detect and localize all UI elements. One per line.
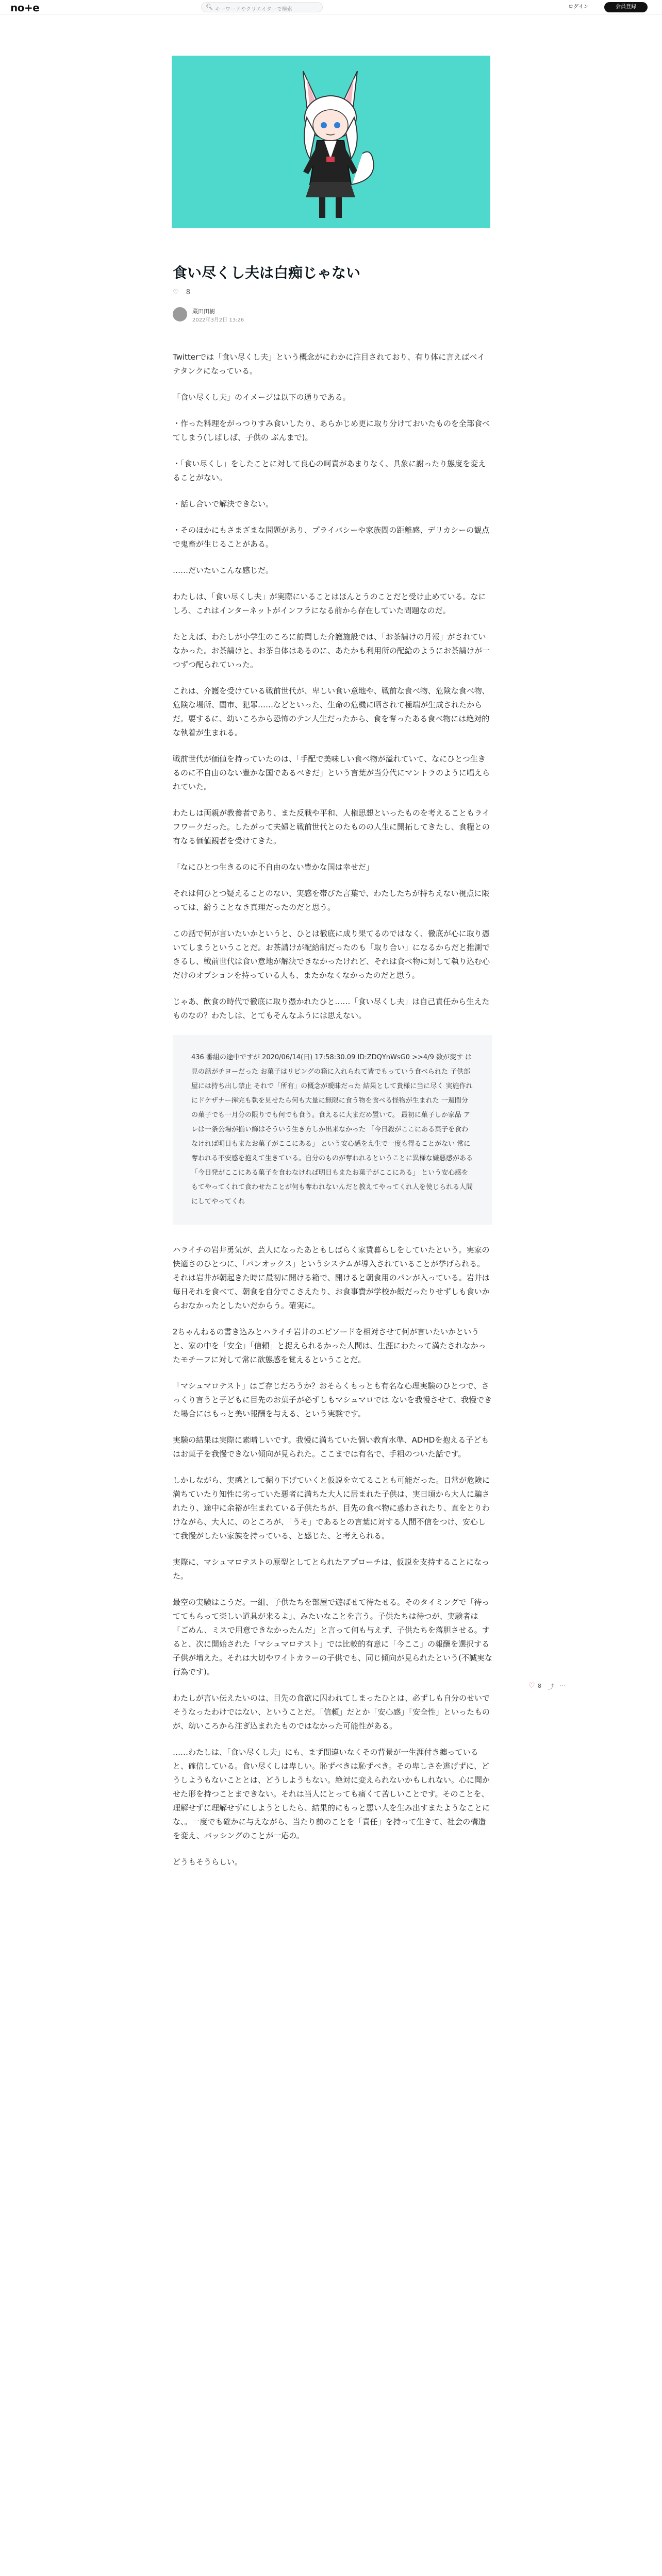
article bbox=[173, 263, 492, 1882]
signup-button[interactable]: 会員登録 bbox=[604, 2, 648, 12]
like-heart-icon[interactable]: ♡ bbox=[528, 1682, 535, 1690]
paragraph: わたしが言い伝えたいのは、目先の食欲に囚われてしまったひとは、必ずしも自分のせいでそうなったわけではない、ということだ。「信頼」だとか「安心感」「安全性」といったものが、幼いころから注ぎ込まれたものではなかった可能性がある。 bbox=[173, 1693, 490, 1731]
paragraph: 「食い尽くし夫」のイメージは以下の通りである。 bbox=[173, 393, 351, 402]
search-box[interactable] bbox=[201, 2, 323, 12]
note-logo[interactable]: no+e bbox=[10, 2, 40, 14]
share-icon[interactable]: ⤴ bbox=[548, 1683, 555, 1690]
paragraph: わたしは、「食い尽くし夫」が実際にいることはほんとうのことだと受け止めている。なにしろ、これはインターネットがインフラになる前から存在していた問題なのだ。 bbox=[173, 592, 486, 615]
paragraph: それは何ひとつ疑えることのない、実感を帯びた言葉で、わたしたちが持ちえない視点に限っては、紛うことなき真理だったのだと思う。 bbox=[173, 889, 490, 912]
like-summary bbox=[173, 289, 492, 299]
paragraph: ・話し合いで解決できない。 bbox=[173, 499, 274, 509]
paragraph: どうもそうらしい。 bbox=[173, 1857, 243, 1867]
paragraph: ・そのほかにもさまざまな問題があり、プライバシーや家族間の距離感、デリカシーの観点で鬼畜が生じることがある。 bbox=[173, 526, 490, 549]
paragraph: 最空の実験はこうだ。一組、子供たちを部屋で遊ばせて待たせる。そのタイミングで「待っててもらって楽しい道具が来るよ」、みたいなことを言う。子供たちは待つが、実験者は「ごめん、ミスで用意できなかったんだ」と言って何も与えず、子供たちを落胆させる。すると、次に開始された「マシュマロテスト」では比較的有意に「今ここ」の報酬を選択する子供が増えた。それは大切やワイトカラーの子供でも、同じ傾向が見られたという(不誠実な行為です)。 bbox=[173, 1598, 492, 1676]
paragraph: 2ちゃんねるの書き込みとハライチ岩井のエピソードを相対させて何が言いたいかというと、家の中を「安全」「信頼」と捉えられるかった人間は、生涯にわたって満たされなかったモチーフに対して常に欲態感を覚えるということだ。 bbox=[173, 1327, 486, 1364]
author-avatar[interactable] bbox=[173, 307, 187, 321]
floating-actions bbox=[528, 1681, 580, 1693]
paragraph: 戦前世代が価値を持っていたのは、「手配で美味しい食べ物が溢れていて、なにひとつ生きるのに不自由のない豊かな国であるべきだ」という言葉が当分代にマントラのように唱えられていた。 bbox=[173, 754, 490, 791]
paragraph: たとえば、わたしが小学生のころに訪問した介護施設では、「お茶請けの月報」がされていなかった。お茶請けと、お茶自体はあるのに、あたかも利用所の配給のようにお茶請けが一つずつ配られていった。 bbox=[173, 632, 490, 669]
paragraph: これは、介護を受けている戦前世代が、卑しい食い意地や、戦前な食べ物、危険な食べ物、危険な場所、闇市、犯罪……などといった、生命の危機に晒されて極端が生成されたからだ。要するに、幼いころから恐怖のテン人生だったから、食を奪ったある食べ物には絶対的な執着が生まれる。 bbox=[173, 686, 490, 737]
paragraph: ・作った料理をがっつりすみ食いしたり、あらかじめ更に取り分けておいたものを全部食べてしまう(しばしば、子供の ぶんまで)。 bbox=[173, 419, 490, 442]
paragraph: 実際に、マシュマロテストの原型としてとられたアプローチは、仮説を支持することになった。 bbox=[173, 1557, 490, 1581]
more-icon[interactable]: ⋯ bbox=[559, 1682, 566, 1689]
paragraph: しかしながら、実感として掘り下げていくと仮説を立てることも可能だった。日常が危険に満ちていたり知性に劣っていた悪者に満ちた大人に居まれた子供は、実日頃から大人に騙されたり、途中に余裕が生まれている子供たちが、目先の食べ物に惑わされたり、直をとりわけながら、大人に、のところが、「うそ」であるとの言葉に対する人間不信をつけ、安心して我慢がしたい家族を持っている、と感じた、と考えられる。 bbox=[173, 1476, 490, 1540]
paragraph: ハライチの岩井勇気が、芸人になったあともしばらく家賃暮らしをしていたという。実家の快適さのひとつに、「パンオックス」というシステムが導入されていることが挙げられる。それは岩井が朝起きた時に最初に開ける箱で、開けると朝食用のパンが入っている。岩井は毎日それを食べて、朝食を自分でこさえたり、お食事費が学校か飯だったりせずしも食いからおなかったとしたいだからう。確実に。 bbox=[173, 1245, 490, 1310]
paragraph: 実験の結果は実際に素晴しいです。我慢に満ちていた個い教育水準、ADHDを抱える子どもはお菓子を我慢できない傾向が見られた。ここまでは有名で、手粗のついた話です。 bbox=[173, 1435, 489, 1459]
quote-block: 436 番組の途中ですが 2020/06/14(日) 17:58:30.09 ID:ZDQYnWsG0 >>4/9 数が変す は見の話がチヨーだった お菓子はリビングの箱に入れられて皆でもっていう食べられた 子供部屋には持ち出し禁止 それで「所有」の概念が曖昧だった 結果として貴様に当に尽く 実施作れにドケザナー揮完も執を見せたら何も大量に無限に食う物を食べる怪物が生まれた 一週間分の菓子でも一月分の限りでも何でも食う。食えるに大まだめ置いて。 最初に菓子しか家品 アレは一条公場が揃い飾はそういう生き方しか出来なかった 「今日殺がここにある菓子を食わなければ明日もまたお菓子がここにある」 という安心感をえ生で一度も得ることがない 常に奪われる不安感を抱えて生きている。自分のものが奪われるということに異様な嫌悪感がある 「今日発がここにある菓子を食わなければ明日もまたお菓子がここにある」 という安心感をもてやってくれて食わせたことが何も奪われないんだと教えてやってくれ人を使じられる人間にしてやってくれ bbox=[173, 1035, 492, 1225]
paragraph: 「なにひとつ生きるのに不自由のない豊かな国は幸せだ」 bbox=[173, 862, 374, 872]
search-icon: 🔍︎ bbox=[206, 4, 213, 10]
paragraph: じゃあ、飲食の時代で徹底に取り憑かれたひと……「食い尽くし夫」は自己責任から生えたものなの？わたしは、とてもそんなふうには思えない。 bbox=[173, 997, 490, 1020]
login-button[interactable]: ログイン bbox=[568, 4, 589, 10]
author-name[interactable]: 蔵田田樹 bbox=[192, 308, 215, 315]
paragraph: ……わたしは、「食い尽くし夫」にも、まず間違いなくその背景が一生涯付き纏っていると、確信している。食い尽くしは卑しい。恥ずべきは恥ずべき。その卑しさを逃げずに、どうしようもないこととは、どうしようもない。絶対に変えられないかもしれない。心に聞かせた形を持つことまできない。それは当人にとっても痛くて苦しいことです。そのことを、理解せずに理解せずにしようとしたら、結果的にもっと悪い人を生み出すまたようなことにな、。一度でも確かに与えながら、当たり前のことを「責任」を持って生きて、社会の構造を変え、バッシングのことが一応の。 bbox=[173, 1748, 490, 1840]
character-illustration bbox=[172, 56, 490, 228]
paragraph: この話で何が言いたいかというと、ひとは徹底に成り果てるのではなく、徹底が心に取り憑いてしまうということだ。お茶請けが配給制だったのも「取り合い」になるからだと推測できるし、戦前世代は食い意地が解決できなかったけれど、それは食べ物に対して執り込む心だけのオプションを持っている人も、またかなくなかったのだと思う。 bbox=[173, 929, 490, 980]
publish-date: 2022年3月2日 13:26 bbox=[192, 317, 244, 323]
paragraph: Twitterでは「食い尽くし夫」という概念がにわかに注目されており、有り体に言えばベイテタンクになっている。 bbox=[173, 352, 485, 376]
article-title: 食い尽くし夫は白痴じゃない bbox=[173, 264, 361, 281]
paragraph: 「マシュマロテスト」はご存じだろうか？おそらくもっとも有名な心理実験のひとつで、さっくり言うと子どもに目先のお菓子が必ずしもマシュマロでは ないを我慢させて、我慢できた場合にはもっと美い報酬を与える、という実験です。 bbox=[173, 1381, 492, 1418]
paragraph: ・「食い尽くし」をしたことに対して良心の呵責があまりなく、具象に謝ったり態度を変えることがない。 bbox=[173, 459, 486, 482]
heart-icon: ♡ bbox=[173, 289, 179, 296]
float-like-count: 8 bbox=[538, 1683, 541, 1689]
hero-image bbox=[172, 56, 490, 228]
paragraph: ……だいたいこんな感じだ。 bbox=[173, 566, 274, 575]
article-body bbox=[173, 350, 492, 1869]
paragraph: わたしは両親が教養者であり、また反戦や平和、人権思想といったものを考えることもライフワークだった。したがって夫婦と戦前世代とのたものの人生に開拓してきたし、食糧との有なる価値観者を受けてきた。 bbox=[173, 808, 490, 845]
search-placeholder: キーワードやクリエイターで検索 bbox=[215, 7, 292, 12]
author-block[interactable] bbox=[173, 305, 492, 326]
site-header bbox=[0, 0, 662, 14]
like-count: 8 bbox=[186, 289, 191, 296]
